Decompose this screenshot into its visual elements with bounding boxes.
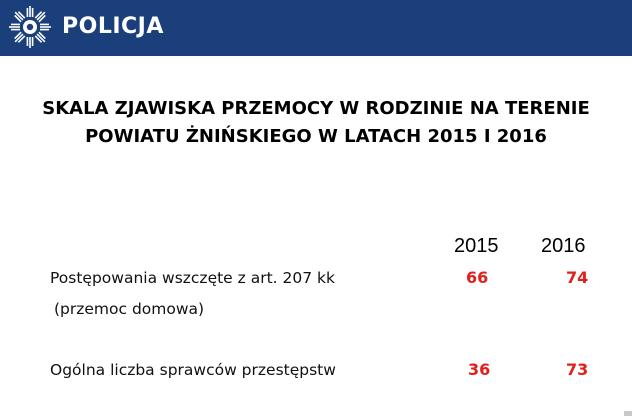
logo-ray — [32, 8, 34, 17]
corner-mark — [624, 411, 632, 416]
logo-ray — [27, 8, 29, 17]
value-offenders-2015: 36 — [468, 360, 491, 379]
logo-ray — [40, 26, 51, 28]
logo-ray — [29, 37, 31, 48]
logo-ray — [11, 24, 20, 26]
police-star-icon — [6, 3, 54, 51]
logo-ray — [27, 37, 29, 46]
row-label-proceedings-note: (przemoc domowa) — [54, 300, 205, 318]
page-title — [20, 95, 612, 151]
logo-ray — [32, 37, 34, 46]
page-title-line1: SKALA ZJAWISKA PRZEMOCY W RODZINIE NA TERENIE — [42, 98, 590, 119]
logo-ray — [29, 6, 31, 17]
value-proceedings-2015: 66 — [466, 268, 489, 287]
logo-ray — [40, 29, 49, 31]
brand-name: POLICJA — [62, 14, 164, 39]
value-proceedings-2016: 74 — [566, 268, 589, 287]
header-bar — [0, 0, 632, 56]
column-header-2015: 2015 — [454, 235, 499, 257]
row-label-offenders: Ogólna liczba sprawców przestępstw — [50, 361, 336, 379]
logo-ray — [11, 29, 20, 31]
value-offenders-2016: 73 — [566, 360, 589, 379]
logo-ray — [9, 26, 20, 28]
row-label-proceedings: Postępowania wszczęte z art. 207 kk — [50, 269, 335, 287]
logo-ray — [40, 24, 49, 26]
page-title-line2: POWIATU ŻNIŃSKIEGO W LATACH 2015 I 2016 — [85, 126, 547, 147]
column-header-2016: 2016 — [541, 235, 586, 257]
